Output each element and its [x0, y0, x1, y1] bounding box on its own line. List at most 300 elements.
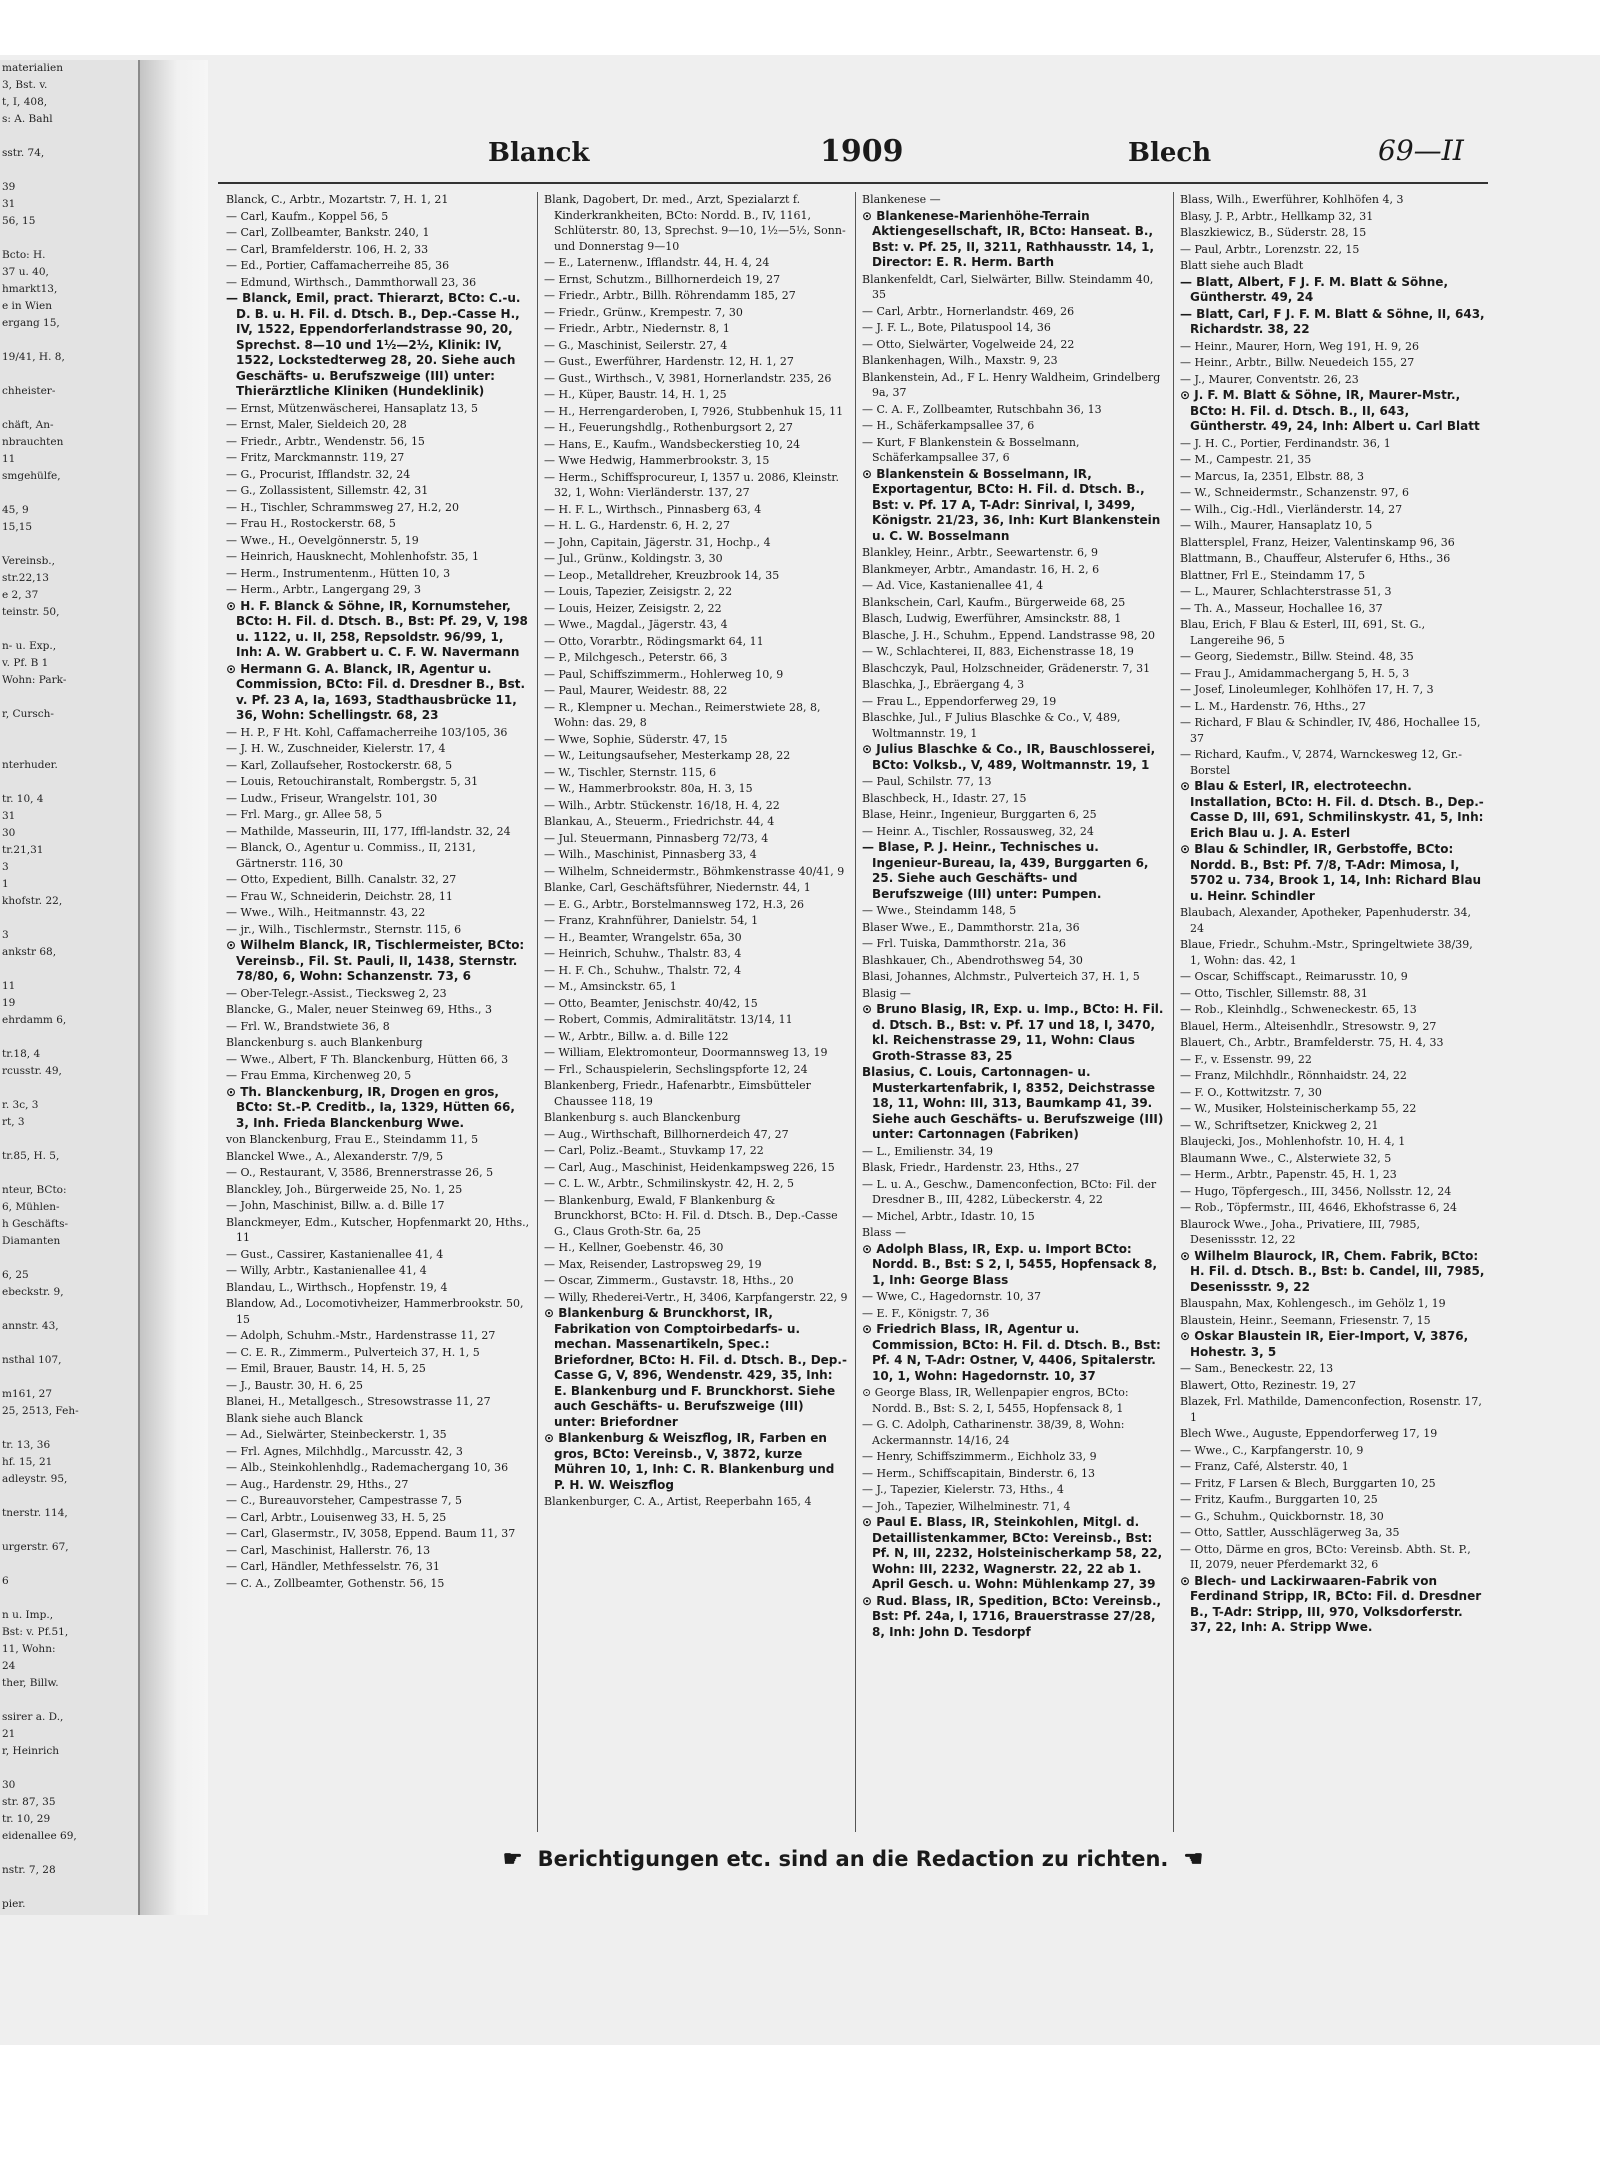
directory-entry: — M., Amsinckstr. 65, 1 — [544, 980, 677, 993]
directory-entry: — Ludw., Friseur, Wrangelstr. 101, 30 — [226, 791, 438, 805]
directory-entry: ⊙ Rud. Blass, IR, Spedition, BCto: Vereinsb., Bst: Pf. 24a, I, 1716, Brauerstrasse 27/28, 8, Inh: John D. Tesdorpf — [862, 1593, 1162, 1639]
directory-entry: — J., Maurer, Conventstr. 26, 23 — [1180, 372, 1359, 386]
directory-entry: ⊙ Blau & Schindler, IR, Gerbstoffe, BCto: Nordd. B., Bst: Pf. 7/8, T-Adr: Mimosa, I, 5702 u. 734, Brook 1, 14, Inh: Richard Blau u. Heinr. Schindler — [1180, 842, 1482, 903]
directory-entry: — Blatt, Albert, F J. F. M. Blatt & Söhne, Güntherstr. 49, 24 — [1180, 274, 1449, 304]
directory-entry: — Louis, Tapezier, Zeisigstr. 2, 22 — [544, 585, 733, 598]
directory-entry: — W., Schlachterei, II, 883, Eichenstrasse 18, 19 — [862, 645, 1134, 658]
directory-entry: ⊙ H. F. Blanck & Söhne, IR, Kornumsteher, BCto: H. Fil. d. Dtsch. B., Bst: Pf. 29, V, 198 u. 1122, u. II, 258, Repsoldstr. 96/99, 1, Inh: A. W. Grabbert u. C. F. W. Navermann — [226, 598, 528, 659]
directory-entry: — Friedr., Grünw., Krempestr. 7, 30 — [544, 305, 743, 319]
entry-columns — [220, 192, 1492, 1832]
fragment-line: Wohn: Park- — [2, 674, 67, 686]
directory-entry: — Blanck, O., Agentur u. Commiss., II, 2131, Gärtnerstr. 116, 30 — [226, 841, 476, 870]
fragment-line: 19/41, H. 8, — [2, 351, 65, 363]
fragment-line — [2, 1556, 138, 1573]
directory-entry: Blankau, A., Steuerm., Friedrichstr. 44, 4 — [544, 815, 775, 828]
fragment-line: e 2, 37 — [2, 589, 39, 601]
directory-entry: — H., Tischler, Schrammsweg 27, H.2, 20 — [226, 500, 460, 514]
fragment-line: t, I, 408, — [2, 96, 48, 108]
directory-entry: Blank siehe auch Blanck — [226, 1411, 363, 1425]
directory-entry: Blaurock Wwe., Joha., Privatiere, III, 7985, Desenissstr. 12, 22 — [1180, 1217, 1421, 1246]
directory-entry: — Alb., Steinkohlenhdlg., Rademachergang 10, 36 — [226, 1461, 509, 1474]
directory-entry: Blaschbeck, H., Idastr. 27, 15 — [862, 791, 1027, 805]
fragment-line — [2, 1029, 138, 1046]
fragment-line: h Geschäfts- — [2, 1218, 69, 1230]
fragment-line: n u. Imp., — [2, 1609, 54, 1621]
directory-entry: ⊙ Adolph Blass, IR, Exp. u. Import BCto: Nordd. B., Bst: S 2, I, 5455, Hopfensack 8, 1, Inh: George Blass — [862, 1241, 1158, 1287]
directory-entry: — H. P., F Ht. Kohl, Caffamacherreihe 103/105, 36 — [226, 725, 508, 739]
directory-entry: Blanckenburg s. auch Blankenburg — [226, 1036, 423, 1049]
fragment-line — [2, 621, 138, 638]
directory-entry: Blashkauer, Ch., Abendrothsweg 54, 30 — [862, 953, 1083, 967]
directory-entry: — J. H. C., Portier, Ferdinandstr. 36, 1 — [1180, 436, 1391, 450]
fragment-line: ther, Billw. — [2, 1677, 59, 1689]
directory-entry: Blazek, Frl. Mathilde, Damenconfection, Rosenstr. 17, 1 — [1180, 1395, 1482, 1424]
directory-entry: Blankschein, Carl, Kaufm., Bürgerweide 68, 25 — [862, 595, 1126, 609]
directory-entry: ⊙ Blankenburg & Brunckhorst, IR, Fabrikation von Comptoirbedarfs- u. mechan. Massenartikeln, Spec.: Briefordner, BCto: H. Fil. d. Dtsch. B., Dep.-Casse G, V, 896, Wendenstr. 429, 35, Inh: E. Blankenburg und F. Brunckhorst. Siehe auch Geschäfts- u. Berufszweige (III) unter: Briefordner — [544, 1306, 847, 1429]
directory-entry: — Franz, Milchhdlr., Rönnhaidstr. 24, 22 — [1180, 1069, 1407, 1082]
directory-entry: — Ernst, Mützenwäscherei, Hansaplatz 13, 5 — [226, 401, 478, 415]
fragment-line: r, Cursch- — [2, 708, 54, 720]
directory-entry: — G., Maschinist, Seilerstr. 27, 4 — [544, 338, 728, 352]
directory-entry: — Wilh., Cig.-Hdl., Vierländerstr. 14, 27 — [1180, 502, 1403, 516]
directory-entry: Blankmeyer, Arbtr., Amandastr. 16, H. 2, 6 — [862, 562, 1100, 576]
directory-entry: — Otto, Därme en gros, BCto: Vereinsb. Abth. St. P., II, 2079, neuer Pferdemarkt 32, 6 — [1180, 1542, 1471, 1571]
fragment-line — [2, 400, 138, 417]
header-rule — [218, 182, 1488, 184]
directory-entry: Blanck, C., Arbtr., Mozartstr. 7, H. 1, 21 — [226, 193, 449, 206]
fragment-line: 37 u. 40, — [2, 266, 49, 278]
page-number: 69—II — [1378, 134, 1464, 167]
directory-entry: — Wwe., Albert, F Th. Blanckenburg, Hütten 66, 3 — [226, 1052, 509, 1066]
directory-entry: — Hugo, Töpfergesch., III, 3456, Nollsstr. 12, 24 — [1180, 1184, 1452, 1198]
directory-entry: Blank, Dagobert, Dr. med., Arzt, Spezialarzt f. Kinderkrankheiten, BCto: Nordd. B., IV, 1161, Schlüterstr. 80, 13, Sprechst. 9—10, 1½—5½, Sonn- und Donnerstag 9—10 — [544, 193, 846, 253]
fragment-line: 11 — [2, 980, 16, 992]
directory-entry: Blanckel Wwe., A., Alexanderstr. 7/9, 5 — [226, 1149, 444, 1163]
directory-entry: ⊙ Blankenese-Marienhöhe-Terrain Aktiengesellschaft, IR, BCto: Hanseat. B., Bst: v. Pf. 25, II, 3211, Rathhausstr. 14, 1, Director: E. R. Herm. Barth — [862, 208, 1155, 269]
directory-entry: ⊙ Paul E. Blass, IR, Steinkohlen, Mitgl. d. Detaillistenkammer, BCto: Vereinsb., Bst: Pf. N, III, 2232, Holsteinischerkamp 58, 22, Wohn: III, 2232, Wagnerstr. 22, 22 ab 1. April Gesch. u. Wohn: Mühlenkamp 27, 39 — [862, 1515, 1163, 1591]
directory-entry: Blanckley, Joh., Bürgerweide 25, No. 1, 25 — [226, 1182, 463, 1196]
directory-entry: Blass — — [862, 1226, 906, 1239]
directory-entry: — Ed., Portier, Caffamacherreihe 85, 36 — [226, 259, 450, 272]
directory-entry: — G. C. Adolph, Catharinenstr. 38/39, 8, Wohn: Ackermannstr. 14/16, 24 — [862, 1418, 1125, 1447]
fragment-line: tr. 10, 29 — [2, 1813, 51, 1825]
directory-entry: — E. G., Arbtr., Borstelmannsweg 172, H.3, 26 — [544, 897, 804, 911]
directory-entry: — L., Maurer, Schlachterstrasse 51, 3 — [1180, 585, 1392, 598]
directory-entry: Blanke, Carl, Geschäftsführer, Niedernstr. 44, 1 — [544, 881, 811, 894]
column-2 — [538, 192, 856, 1832]
directory-entry: Blankenfeldt, Carl, Sielwärter, Billw. Steindamm 40, 35 — [862, 272, 1154, 301]
directory-entry: — John, Maschinist, Billw. a. d. Bille 17 — [226, 1199, 445, 1212]
directory-entry: — William, Elektromonteur, Doormannsweg 13, 19 — [544, 1046, 828, 1059]
fragment-line — [2, 1692, 138, 1709]
fragment-line: sstr. 74, — [2, 147, 45, 159]
directory-entry: — W., Hammerbrookstr. 80a, H. 3, 15 — [544, 782, 753, 795]
fragment-line: 31 — [2, 810, 16, 822]
fragment-line: annstr. 43, — [2, 1320, 59, 1332]
directory-entry: — Kurt, F Blankenstein & Bosselmann, Schäferkampsallee 37, 6 — [862, 435, 1080, 464]
directory-entry: — Paul, Maurer, Weidestr. 88, 22 — [544, 684, 728, 697]
directory-entry: Blancke, G., Maler, neuer Steinweg 69, Hths., 3 — [226, 1003, 493, 1016]
fragment-line: tnerstr. 114, — [2, 1507, 68, 1519]
directory-entry: — Henry, Schiffszimmerm., Eichholz 33, 9 — [862, 1450, 1097, 1463]
directory-entry: — Friedr., Arbtr., Billh. Röhrendamm 185, 27 — [544, 289, 796, 302]
directory-entry: — Heinr., Arbtr., Billw. Neuedeich 155, 27 — [1180, 356, 1415, 369]
fragment-line: 19 — [2, 997, 16, 1009]
fragment-line — [2, 689, 138, 706]
fragment-line: ergang 15, — [2, 317, 60, 329]
directory-entry: — Karl, Zollaufseher, Rostockerstr. 68, 5 — [226, 758, 453, 772]
directory-entry: — Blanck, Emil, pract. Thierarzt, BCto: C.-u. D. B. u. H. Fil. d. Dtsch. B., Dep.-Casse H., IV, 1522, Eppendorferlandstrasse 90, 20, Sprechst. 8—10 und 1½—2½, Klinik: IV, 1522, Lockstedterweg 28, 20. Siehe auch Geschäfts- u. Berufszweige (III) unter: Thierärztliche Kliniken (Hundeklinik) — [226, 291, 521, 398]
directory-entry: — Frl. W., Brandstwiete 36, 8 — [226, 1019, 390, 1033]
directory-entry: Blattersplel, Franz, Heizer, Valentinskamp 96, 36 — [1180, 535, 1455, 549]
fragment-line: 11 — [2, 453, 16, 465]
fragment-line — [2, 1335, 138, 1352]
fragment-line — [2, 1760, 138, 1777]
fragment-line: chäft, An- — [2, 419, 54, 431]
fragment-line: str. 87, 35 — [2, 1796, 56, 1808]
fragment-line: hf. 15, 21 — [2, 1456, 53, 1468]
directory-entry: — Oscar, Zimmerm., Gustavstr. 18, Hths., 20 — [544, 1274, 794, 1287]
fragment-line — [2, 1522, 138, 1539]
fragment-line: e in Wien — [2, 300, 52, 312]
fragment-line: ankstr 68, — [2, 946, 57, 958]
directory-entry: — Franz, Krahnführer, Danielstr. 54, 1 — [544, 914, 759, 927]
directory-entry: — Otto, Sielwärter, Vogelweide 24, 22 — [862, 337, 1075, 351]
directory-entry: — Frl. Marg., gr. Allee 58, 5 — [226, 808, 383, 821]
directory-entry: — jr., Wilh., Tischlermstr., Sternstr. 115, 6 — [226, 922, 462, 936]
directory-entry: — Louis, Heizer, Zeisigstr. 2, 22 — [544, 601, 722, 615]
directory-entry: Blaujecki, Jos., Mohlenhofstr. 10, H. 4, 1 — [1180, 1135, 1406, 1148]
fragment-line: r. 3c, 3 — [2, 1099, 39, 1111]
directory-entry: — H., Küper, Baustr. 14, H. 1, 25 — [544, 388, 727, 401]
fragment-line — [2, 961, 138, 978]
directory-entry: Blankley, Heinr., Arbtr., Seewartenstr. 6, 9 — [862, 546, 1099, 559]
directory-entry: — Carl, Bramfelderstr. 106, H. 2, 33 — [226, 242, 429, 256]
directory-entry: Blasy, J. P., Arbtr., Hellkamp 32, 31 — [1180, 209, 1374, 223]
directory-entry: — Rob., Kleinhdlg., Schweneckestr. 65, 13 — [1180, 1003, 1417, 1016]
fragment-line — [2, 1845, 138, 1862]
fragment-line: Diamanten — [2, 1235, 61, 1247]
directory-entry: von Blanckenburg, Frau E., Steindamm 11, 5 — [226, 1133, 479, 1146]
pointing-hand-right-icon: ☛ — [502, 1846, 523, 1872]
directory-entry: — Gust., Wirthsch., V, 3981, Hornerlandstr. 235, 26 — [544, 371, 832, 385]
fragment-line: 56, 15 — [2, 215, 36, 227]
fragment-line: r, Heinrich — [2, 1745, 60, 1757]
header-last-name: Blech — [1128, 138, 1212, 168]
fragment-line — [2, 485, 138, 502]
directory-entry: — F., v. Essenstr. 99, 22 — [1180, 1052, 1312, 1066]
directory-entry: — L. u. A., Geschw., Damenconfection, BCto: Fil. der Dresdner B., III, 4282, Lübeckerstr. 4, 22 — [862, 1177, 1157, 1206]
directory-entry: — Friedr., Arbtr., Niedernstr. 8, 1 — [544, 322, 730, 335]
fragment-line: n- u. Exp., — [2, 640, 57, 652]
directory-page — [208, 120, 1498, 1910]
fragment-line: 3, Bst. v. — [2, 79, 48, 91]
directory-entry: — Max, Reisender, Lastropsweg 29, 19 — [544, 1257, 762, 1271]
directory-entry: — H., Herrengarderoben, I, 7926, Stubbenhuk 15, 11 — [544, 404, 844, 418]
directory-entry: — Carl, Arbtr., Hornerlandstr. 469, 26 — [862, 304, 1075, 318]
directory-entry: — W., Schriftsetzer, Knickweg 2, 21 — [1180, 1118, 1379, 1132]
fragment-line: tr.85, H. 5, — [2, 1150, 60, 1162]
directory-entry: — Rob., Töpfermstr., III, 4646, Ekhofstrasse 6, 24 — [1180, 1201, 1458, 1214]
page-header — [208, 134, 1498, 178]
fragment-line: 30 — [2, 827, 16, 839]
fragment-line: Bcto: H. — [2, 249, 46, 261]
directory-entry: ⊙ Blankenstein & Bosselmann, IR, Exportagentur, BCto: H. Fil. d. Dtsch. B., Bst: v. Pf. 17 A, T-Adr: Sinrival, I, 3499, Königstr. 21/23, 36, Inh: Kurt Blankenstein u. C. W. Bosselmann — [862, 466, 1161, 543]
directory-entry: — Wwe., C., Karpfangerstr. 10, 9 — [1180, 1443, 1364, 1457]
directory-entry: — Aug., Wirthschaft, Billhornerdeich 47, 27 — [544, 1127, 789, 1141]
fragment-line: teinstr. 50, — [2, 606, 60, 618]
fragment-line — [2, 1250, 138, 1267]
directory-entry: Blasch, Ludwig, Ewerführer, Amsinckstr. 88, 1 — [862, 612, 1122, 625]
directory-entry: — Paul, Arbtr., Lorenzstr. 22, 15 — [1180, 242, 1360, 256]
directory-entry: ⊙ Friedrich Blass, IR, Agentur u. Commission, BCto: H. Fil. d. Dtsch. B., Bst: Pf. 4 N, T-Adr: Ostner, V, 4406, Spitalerstr. 10, 1, Wohn: Hagedornstr. 10, 37 — [862, 1322, 1161, 1383]
fragment-line: m161, 27 — [2, 1388, 53, 1400]
column-4 — [1174, 192, 1492, 1832]
directory-entry: — W., Leitungsaufseher, Mesterkamp 28, 22 — [544, 749, 791, 762]
fragment-line: nstr. 7, 28 — [2, 1864, 56, 1876]
directory-entry: — Emil, Brauer, Baustr. 14, H. 5, 25 — [226, 1362, 426, 1375]
directory-entry: — Heinr. A., Tischler, Rossausweg, 32, 24 — [862, 824, 1094, 838]
directory-entry: — Wilh., Arbtr. Stückenstr. 16/18, H. 4, 22 — [544, 798, 780, 812]
fragment-line: chheister- — [2, 385, 56, 397]
directory-entry: — Friedr., Arbtr., Wendenstr. 56, 15 — [226, 434, 425, 448]
directory-entry: Blase, Heinr., Ingenieur, Burggarten 6, 25 — [862, 808, 1097, 821]
fragment-line: rcusstr. 49, — [2, 1065, 62, 1077]
directory-entry: Blaumann Wwe., C., Alsterwiete 32, 5 — [1180, 1151, 1392, 1165]
directory-entry: Blauel, Herm., Alteisenhdlr., Stresowstr. 9, 27 — [1180, 1019, 1437, 1033]
directory-entry: — Frau L., Eppendorferweg 29, 19 — [862, 694, 1057, 708]
directory-entry: Blankenese — — [862, 193, 941, 206]
directory-entry: — Herm., Arbtr., Langergang 29, 3 — [226, 583, 421, 596]
fragment-line — [2, 128, 138, 145]
fragment-line — [2, 536, 138, 553]
directory-entry: — H. F. Ch., Schuhw., Thalstr. 72, 4 — [544, 963, 742, 977]
directory-entry: — J., Tapezier, Kielerstr. 73, Hths., 4 — [862, 1483, 1064, 1496]
directory-entry: — Blase, P. J. Heinr., Technisches u. Ingenieur-Bureau, Ia, 439, Burggarten 6, 25. Siehe auch Geschäfts- und Berufszweige (III) unter: Pumpen. — [862, 840, 1149, 901]
directory-entry: — Adolph, Schuhm.-Mstr., Hardenstrasse 11, 27 — [226, 1329, 496, 1342]
directory-entry: Blankenstein, Ad., F L. Henry Waldheim, Grindelberg 9a, 37 — [862, 370, 1161, 399]
directory-entry: Blasi, Johannes, Alchmstr., Pulverteich 37, H. 1, 5 — [862, 970, 1140, 983]
column-3 — [856, 192, 1174, 1832]
directory-entry: — E., Laternenw., Ifflandstr. 44, H. 4, 24 — [544, 256, 770, 269]
directory-entry: Blaubach, Alexander, Apotheker, Papenhuderstr. 34, 24 — [1180, 906, 1472, 935]
fragment-line: tr. 13, 36 — [2, 1439, 51, 1451]
fragment-line: 3 — [2, 929, 9, 941]
directory-entry: — W., Tischler, Sternstr. 115, 6 — [544, 765, 717, 779]
directory-entry: — Joh., Tapezier, Wilhelminestr. 71, 4 — [862, 1499, 1071, 1513]
directory-entry: — Wwe Hedwig, Hammerbrookstr. 3, 15 — [544, 454, 770, 467]
directory-entry: — Blatt, Carl, F J. F. M. Blatt & Söhne, II, 643, Richardstr. 38, 22 — [1180, 306, 1485, 336]
fragment-line: nsthal 107, — [2, 1354, 62, 1366]
directory-entry: Blatt siehe auch Bladt — [1180, 259, 1304, 272]
directory-entry: — Th. A., Masseur, Hochallee 16, 37 — [1180, 601, 1383, 615]
directory-entry: — C. E. R., Zimmerm., Pulverteich 37, H. 1, 5 — [226, 1345, 480, 1359]
directory-entry: — Aug., Hardenstr. 29, Hths., 27 — [226, 1477, 409, 1491]
directory-entry: — Heinrich, Hausknecht, Mohlenhofstr. 35, 1 — [226, 550, 479, 563]
page-footer — [208, 1846, 1498, 1886]
directory-entry: Blanckmeyer, Edm., Kutscher, Hopfenmarkt 20, Hths., 11 — [226, 1215, 530, 1244]
fragment-line: pier. — [2, 1898, 26, 1910]
directory-entry: — Jul. Steuermann, Pinnasberg 72/73, 4 — [544, 831, 769, 845]
directory-entry: Blaser Wwe., E., Dammthorstr. 21a, 36 — [862, 920, 1080, 934]
directory-entry: Blankenberg, Friedr., Hafenarbtr., Eimsbütteler Chaussee 118, 19 — [544, 1079, 811, 1108]
directory-entry: Blauspahn, Max, Kohlengesch., im Gehölz 1, 19 — [1180, 1297, 1446, 1310]
directory-entry: — Mathilde, Masseurin, III, 177, Iffl-landstr. 32, 24 — [226, 824, 511, 838]
directory-entry: — H., Feuerungshdlg., Rothenburgsort 2, 27 — [544, 421, 793, 434]
fragment-line: 6, 25 — [2, 1269, 29, 1281]
fragment-line: eidenallee 69, — [2, 1830, 77, 1842]
directory-entry: — Edmund, Wirthsch., Dammthorwall 23, 36 — [226, 275, 477, 289]
footer-notice: Berichtigungen etc. sind an die Redaction zu richten. — [537, 1847, 1169, 1871]
directory-entry: — Blankenburg, Ewald, F Blankenburg & Brunckhorst, BCto: H. Fil. d. Dtsch. B., Dep.-Casse G., Claus Groth-Str. 6a, 25 — [544, 1193, 838, 1238]
directory-entry: — Carl, Aug., Maschinist, Heidenkampsweg 226, 15 — [544, 1160, 835, 1174]
directory-entry: — Willy, Arbtr., Kastanienallee 41, 4 — [226, 1264, 427, 1277]
fragment-line — [2, 740, 138, 757]
directory-entry: — Fritz, F Larsen & Blech, Burggarten 10, 25 — [1180, 1476, 1436, 1490]
fragment-line — [2, 1420, 138, 1437]
directory-entry: Blasche, J. H., Schuhm., Eppend. Landstrasse 98, 20 — [862, 628, 1155, 642]
directory-entry: — Herm., Arbtr., Papenstr. 45, H. 1, 23 — [1180, 1168, 1397, 1181]
directory-entry: — Frl. Tuiska, Dammthorstr. 21a, 36 — [862, 937, 1066, 950]
directory-entry: — Herm., Schiffsprocureur, I, 1357 u. 2086, Kleinstr. 32, 1, Wohn: Vierländerstr. 137, 27 — [544, 470, 839, 499]
directory-entry: — H., Beamter, Wrangelstr. 65a, 30 — [544, 930, 742, 944]
directory-entry: — Carl, Glasermstr., IV, 3058, Eppend. Baum 11, 37 — [226, 1527, 516, 1540]
directory-entry: ⊙ George Blass, IR, Wellenpapier engros, BCto: Nordd. B., Bst: S. 2, I, 5455, Hopfensack 8, 1 — [862, 1386, 1129, 1415]
directory-entry: — Wilh., Maurer, Hansaplatz 10, 5 — [1180, 519, 1373, 532]
directory-entry: — Herm., Schiffscapitain, Binderstr. 6, 13 — [862, 1466, 1095, 1480]
directory-entry: ⊙ Wilhelm Blaurock, IR, Chem. Fabrik, BCto: H. Fil. d. Dtsch. B., Bst: b. Candel, III, 7985, Desenissstr. 9, 22 — [1180, 1248, 1485, 1294]
fragment-line — [2, 230, 138, 247]
directory-entry: — Ernst, Schutzm., Billhornerdeich 19, 27 — [544, 272, 781, 286]
directory-entry: — Wwe., Magdal., Jägerstr. 43, 4 — [544, 618, 728, 631]
fragment-line: smgehülfe, — [2, 470, 61, 482]
directory-entry: Blaszkiewicz, B., Süderstr. 28, 15 — [1180, 226, 1367, 239]
directory-entry: — Carl, Zollbeamter, Bankstr. 240, 1 — [226, 226, 430, 239]
directory-entry: — Richard, Kaufm., V, 2874, Warnckesweg 12, Gr.-Borstel — [1180, 748, 1462, 777]
directory-entry: ⊙ Julius Blaschke & Co., IR, Bauschlosserei, BCto: Volksb., V, 489, Woltmannstr. 19, 1 — [862, 742, 1156, 772]
directory-entry: Blech Wwe., Auguste, Eppendorferweg 17, 19 — [1180, 1427, 1438, 1440]
directory-entry: — Wwe., Wilh., Heitmannstr. 43, 22 — [226, 906, 426, 919]
directory-entry: — Wilh., Maschinist, Pinnasberg 33, 4 — [544, 848, 757, 861]
previous-page-fragment — [0, 60, 140, 1915]
fragment-line — [2, 332, 138, 349]
directory-entry: ⊙ Blankenburg & Weiszflog, IR, Farben en gros, BCto: Vereinsb., V, 3872, kurze Mühren 10, 1, Inh: C. R. Blankenburg und P. H. W. Weiszflog — [544, 1431, 835, 1492]
directory-entry: — Georg, Siedemstr., Billw. Steind. 48, 35 — [1180, 650, 1414, 663]
directory-entry: — Fritz, Kaufm., Burggarten 10, 25 — [1180, 1493, 1378, 1506]
directory-entry: — L., Emilienstr. 34, 19 — [862, 1144, 993, 1158]
directory-entry: Blanei, H., Metallgesch., Stresowstrasse 11, 27 — [226, 1395, 491, 1408]
directory-entry: — Leop., Metalldreher, Kreuzbrook 14, 35 — [544, 568, 780, 582]
directory-entry: — Richard, F Blau & Schindler, IV, 486, Hochallee 15, 37 — [1180, 716, 1481, 745]
directory-entry: ⊙ J. F. M. Blatt & Söhne, IR, Maurer-Mstr., BCto: H. Fil. d. Dtsch. B., II, 643, Güntherstr. 49, 24, Inh: Albert u. Carl Blatt — [1180, 388, 1480, 433]
directory-entry: Blaue, Friedr., Schuhm.-Mstr., Springeltwiete 38/39, 1, Wohn: das. 42, 1 — [1180, 938, 1473, 967]
book-gutter — [140, 60, 208, 1915]
directory-entry: — Carl, Poliz.-Beamt., Stuvkamp 17, 22 — [544, 1144, 764, 1157]
fragment-line — [2, 1301, 138, 1318]
directory-entry: — O., Restaurant, V, 3586, Brennerstrasse 26, 5 — [226, 1166, 494, 1179]
directory-entry: — C., Bureauvorsteher, Campestrasse 7, 5 — [226, 1494, 463, 1507]
header-year: 1909 — [820, 134, 904, 169]
pointing-hand-left-icon: ☚ — [1183, 1846, 1204, 1872]
directory-entry: — H., Schäferkampsallee 37, 6 — [862, 419, 1035, 432]
fragment-line: 30 — [2, 1779, 16, 1791]
directory-entry: — Otto, Sattler, Ausschlägerweg 3a, 35 — [1180, 1526, 1400, 1539]
directory-entry: ⊙ Bruno Blasig, IR, Exp. u. Imp., BCto: H. Fil. d. Dtsch. B., Bst: v. Pf. 17 und 18, I, 3470, kl. Reichenstrasse 29, 11, Wohn: Claus Groth-Strasse 83, 25 — [862, 1002, 1164, 1063]
fragment-line: 1 — [2, 878, 9, 890]
directory-entry: Blandow, Ad., Locomotivheizer, Hammerbrookstr. 50, 15 — [226, 1297, 524, 1326]
directory-entry: Blauert, Ch., Arbtr., Bramfelderstr. 75, H. 4, 33 — [1180, 1036, 1444, 1049]
header-first-name: Blanck — [488, 138, 590, 168]
directory-entry: — Michel, Arbtr., Idastr. 10, 15 — [862, 1209, 1035, 1223]
directory-entry: Blasius, C. Louis, Cartonnagen- u. Musterkartenfabrik, I, 8352, Deichstrasse 18, 11, Wohn: III, 313, Baumkamp 41, 39. Siehe auch Geschäfts- u. Berufszweige (III) unter: Cartonnagen (Fabriken) — [862, 1065, 1164, 1141]
fragment-line: 3 — [2, 861, 9, 873]
fragment-line: Bst: v. Pf.51, — [2, 1626, 69, 1638]
directory-entry: — Paul, Schiffszimmerm., Hohlerweg 10, 9 — [544, 667, 784, 681]
fragment-line — [2, 366, 138, 383]
directory-entry: — Otto, Tischler, Sillemstr. 88, 31 — [1180, 986, 1368, 1000]
directory-entry: — Frau Emma, Kirchenweg 20, 5 — [226, 1069, 412, 1082]
directory-entry: — Wwe., H., Oevelgönnerstr. 5, 19 — [226, 533, 419, 547]
directory-entry: — Jul., Grünw., Koldingstr. 3, 30 — [544, 552, 723, 565]
directory-entry: — Frl. Agnes, Milchhdlg., Marcusstr. 42, 3 — [226, 1444, 463, 1458]
directory-entry: — H. F. L., Wirthsch., Pinnasberg 63, 4 — [544, 502, 762, 516]
directory-entry: — Wwe., Steindamm 148, 5 — [862, 904, 1017, 917]
directory-entry: Blaustein, Heinr., Seemann, Friesenstr. 7, 15 — [1180, 1313, 1431, 1327]
directory-entry: — Ober-Telegr.-Assist., Tiecksweg 2, 23 — [226, 986, 447, 1000]
fragment-line: materialien — [2, 62, 63, 74]
directory-entry: — Fritz, Marckmannstr. 119, 27 — [226, 451, 405, 464]
fragment-line: khofstr. 22, — [2, 895, 63, 907]
directory-entry: — Heinrich, Schuhw., Thalstr. 83, 4 — [544, 947, 742, 960]
fragment-line: 25, 2513, Feh- — [2, 1405, 79, 1417]
directory-entry: — G., Zollassistent, Sillemstr. 42, 31 — [226, 484, 429, 497]
directory-entry: Blask, Friedr., Hardenstr. 23, Hths., 27 — [862, 1161, 1080, 1174]
directory-entry: — C. A., Zollbeamter, Gothenstr. 56, 15 — [226, 1576, 445, 1590]
directory-entry: — M., Campestr. 21, 35 — [1180, 453, 1312, 466]
fragment-line: tr. 10, 4 — [2, 793, 44, 805]
directory-entry: Blandau, L., Wirthsch., Hopfenstr. 19, 4 — [226, 1280, 448, 1294]
directory-entry: — Carl, Kaufm., Koppel 56, 5 — [226, 209, 389, 223]
fragment-line: 45, 9 — [2, 504, 29, 516]
directory-entry: — J. F. L., Bote, Pilatuspool 14, 36 — [862, 321, 1051, 334]
directory-entry: Blattmann, B., Chauffeur, Alsterufer 6, Hths., 36 — [1180, 552, 1451, 565]
directory-entry: — John, Capitain, Jägerstr. 31, Hochp., 4 — [544, 535, 771, 549]
column-1 — [220, 192, 538, 1832]
directory-entry: Blankenburg s. auch Blanckenburg — [544, 1111, 741, 1124]
directory-entry: — Frau H., Rostockerstr. 68, 5 — [226, 517, 396, 530]
directory-entry: — J. H. W., Zuschneider, Kielerstr. 17, 4 — [226, 742, 446, 755]
directory-entry: — W., Arbtr., Billw. a. d. Bille 122 — [544, 1029, 729, 1043]
directory-entry: — Josef, Linoleumleger, Kohlhöfen 17, H. 7, 3 — [1180, 683, 1434, 696]
fragment-line — [2, 1369, 138, 1386]
fragment-line: nteur, BCto: — [2, 1184, 67, 1196]
directory-entry: — Willy, Rhederei-Vertr., H, 3406, Karpfangerstr. 22, 9 — [544, 1290, 848, 1304]
fragment-line: 6, Mühlen- — [2, 1201, 60, 1213]
fragment-line — [2, 774, 138, 791]
directory-entry: — Ad. Vice, Kastanienallee 41, 4 — [862, 579, 1044, 592]
directory-entry: — Robert, Commis, Admiralitätstr. 13/14, 11 — [544, 1013, 793, 1026]
fragment-line: 39 — [2, 181, 16, 193]
directory-entry: — Otto, Vorarbtr., Rödingsmarkt 64, 11 — [544, 634, 764, 648]
fragment-line: 21 — [2, 1728, 16, 1740]
directory-entry: Blaschczyk, Paul, Holzschneider, Grädenerstr. 7, 31 — [862, 661, 1151, 675]
directory-entry: — Ad., Sielwärter, Steinbeckerstr. 1, 35 — [226, 1428, 447, 1441]
fragment-line: 6 — [2, 1575, 9, 1587]
directory-entry: — Paul, Schilstr. 77, 13 — [862, 775, 992, 788]
directory-entry: — Frl., Schauspielerin, Sechslingspforte 12, 24 — [544, 1062, 808, 1076]
directory-entry: — Herm., Instrumentenm., Hütten 10, 3 — [226, 566, 451, 580]
directory-entry: — C. A. F., Zollbeamter, Rutschbahn 36, 13 — [862, 402, 1102, 416]
